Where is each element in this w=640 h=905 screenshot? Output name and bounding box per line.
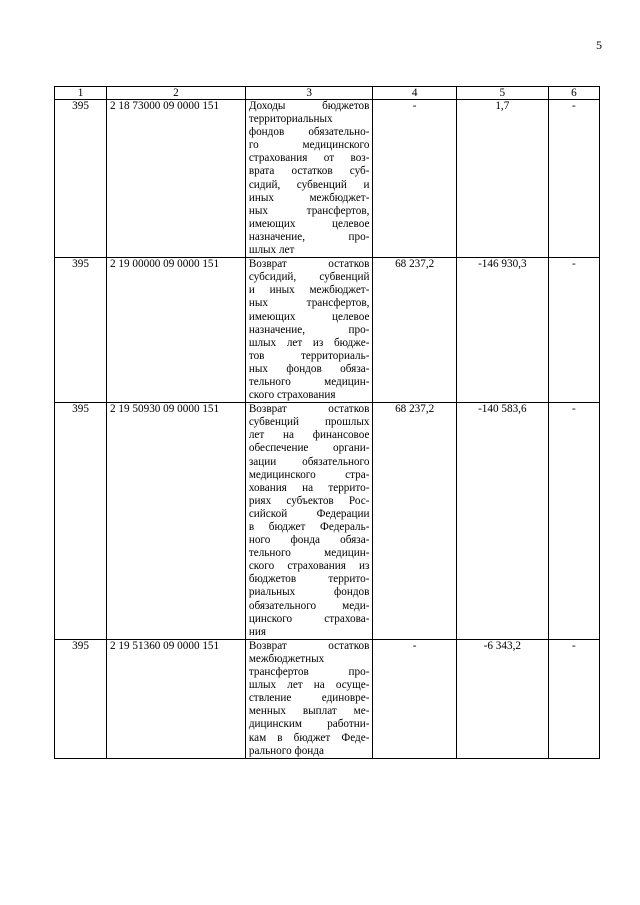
description-line: Доходы бюджетов — [248, 100, 370, 112]
description-line: субсидий, субвенций — [248, 271, 370, 284]
description-line: сидий, субвенций и — [248, 178, 370, 191]
budget-code-cell: 2 19 50930 09 0000 151 — [107, 403, 246, 640]
description-line: риях субъектов Рос- — [248, 494, 370, 507]
description-line: страхования от воз- — [248, 152, 370, 165]
budget-code-cell: 2 18 73000 09 0000 151 — [107, 100, 246, 258]
description-line: сийской Федерации — [248, 507, 370, 520]
description-line: иных межбюджет- — [248, 191, 370, 204]
header-cell: 1 — [55, 87, 107, 100]
description-line: Возврат остатков — [248, 403, 370, 416]
amount-col5-cell: -146 930,3 — [456, 258, 548, 403]
amount-col4-cell: 68 237,2 — [373, 403, 456, 640]
amount-col5-cell: -140 583,6 — [456, 403, 548, 640]
amount-col4-cell: - — [373, 639, 456, 758]
description-line: Возврат остатков — [248, 258, 370, 271]
description-line: зации обязательного — [248, 455, 370, 468]
amount-col6-cell: - — [548, 403, 599, 640]
admin-code-cell: 395 — [55, 639, 107, 758]
table-row — [55, 403, 600, 640]
amount-col5-cell: -6 343,2 — [456, 639, 548, 758]
description-line: риальных фондов — [248, 586, 370, 599]
description-line: рального фонда — [248, 744, 324, 757]
description-line: цинского страхова- — [248, 612, 370, 625]
description-line: шлых лет на осуще- — [248, 679, 370, 692]
amount-col6-cell: - — [548, 639, 599, 758]
description-line: ных трансфертов, — [248, 297, 370, 310]
description-line: ствление единовре- — [248, 692, 370, 705]
amount-col4-cell: - — [373, 100, 456, 258]
description-line: врата остатков суб- — [248, 165, 370, 178]
description-line: Возврат остатков — [248, 639, 370, 652]
description-line: в бюджет Федераль- — [248, 521, 370, 533]
header-cell: 2 — [107, 87, 246, 100]
description-line: тельного медицин- — [248, 375, 370, 388]
description-line: территориальных — [248, 113, 333, 126]
description-line: ния — [248, 625, 266, 638]
amount-col4-cell: 68 237,2 — [373, 258, 456, 403]
description-line: лет на финансовое — [248, 429, 370, 442]
description-line: обязательного меди- — [248, 599, 370, 612]
budget-code-cell: 2 19 00000 09 0000 151 — [107, 258, 246, 403]
description-line: медицинского стра- — [248, 468, 370, 481]
header-cell: 6 — [548, 87, 599, 100]
page-number: 5 — [596, 38, 602, 52]
budget-code-cell: 2 19 51360 09 0000 151 — [107, 639, 246, 758]
description-line: имеющих целевое — [248, 310, 370, 323]
description-line: обеспечение органи- — [248, 442, 370, 455]
description-line: назначение, про- — [248, 230, 370, 243]
admin-code-cell: 395 — [55, 403, 107, 640]
description-line: шлых лет — [248, 244, 295, 257]
description-line: ных трансфертов, — [248, 204, 370, 217]
amount-col5-cell: 1,7 — [456, 100, 548, 258]
table-row — [55, 639, 600, 758]
description-line: субвенций прошлых — [248, 416, 370, 429]
description-cell — [245, 639, 373, 758]
admin-code-cell: 395 — [55, 258, 107, 403]
header-cell: 3 — [245, 87, 373, 100]
description-line: шлых лет из бюдже- — [248, 336, 370, 349]
description-cell — [245, 100, 373, 258]
header-cell: 5 — [456, 87, 548, 100]
description-line: назначение, про- — [248, 323, 370, 336]
description-line: трансфертов про- — [248, 666, 370, 679]
table-row — [55, 258, 600, 403]
description-line: ных фондов обяза- — [248, 362, 370, 375]
description-line: дицинским работни- — [248, 718, 370, 731]
description-line: имеющих целевое — [248, 217, 370, 230]
description-line: тельного медицин- — [248, 547, 370, 560]
description-line: и иных межбюджет- — [248, 284, 370, 297]
description-line: менных выплат ме- — [248, 705, 370, 718]
budget-table — [54, 86, 600, 759]
description-line: фондов обязательно- — [248, 126, 370, 139]
description-line: ного фонда обяза- — [248, 534, 370, 547]
amount-col6-cell: - — [548, 100, 599, 258]
table-row — [55, 100, 600, 258]
description-line: кам в бюджет Феде- — [248, 731, 370, 744]
description-line: бюджетов террито- — [248, 573, 370, 586]
amount-col6-cell: - — [548, 258, 599, 403]
description-cell — [245, 258, 373, 403]
description-cell — [245, 403, 373, 640]
header-cell: 4 — [373, 87, 456, 100]
header-row — [55, 87, 600, 100]
description-line: го медицинского — [248, 139, 370, 152]
admin-code-cell: 395 — [55, 100, 107, 258]
description-line: ского страхования из — [248, 560, 370, 573]
description-line: ского страхования — [248, 389, 336, 402]
description-line: межбюджетных — [248, 652, 325, 665]
description-line: тов территориаль- — [248, 349, 370, 362]
description-line: хования на террито- — [248, 481, 370, 494]
